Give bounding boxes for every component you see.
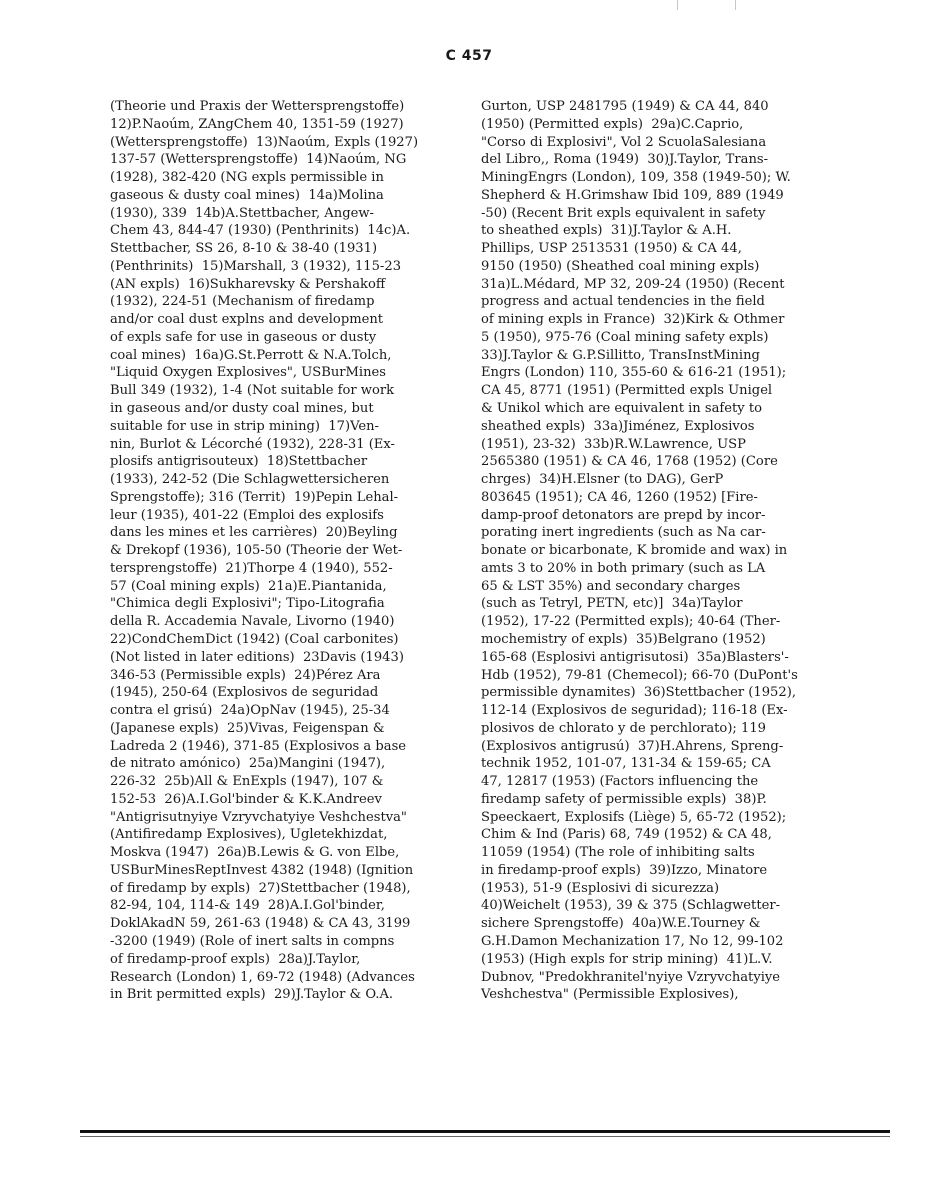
text-line: firedamp safety of permissible expls) 38)P. (481, 791, 767, 807)
text-line: "Chimica degli Explosivi"; Tipo-Litografia (110, 596, 385, 612)
text-line: of expls safe for use in gaseous or dusty (110, 329, 377, 345)
text-line: della R. Accademia Navale, Livorno (1940) (110, 614, 395, 630)
text-line: (AN expls) 16)Sukharevsky & Pershakoff (110, 276, 386, 292)
text-line: Bull 349 (1932), 1-4 (Not suitable for work (110, 383, 395, 399)
text-line: 57 (Coal mining expls) 21a)E.Piantanida, (110, 578, 387, 594)
text-line: 82-94, 104, 114-& 149 28)A.I.Gol'binder, (110, 898, 385, 914)
text-line: & Unikol which are equivalent in safety to (481, 401, 762, 417)
text-line: coal mines) 16a)G.St.Perrott & N.A.Tolch, (110, 347, 392, 363)
text-line: bonate or bicarbonate, K bromide and wax) in (481, 543, 788, 559)
text-line: 33)J.Taylor & G.P.Sillitto, TransInstMining (481, 347, 760, 363)
text-line: in Brit permitted expls) 29)J.Taylor & O.A. (110, 987, 394, 1003)
scan-mark (735, 0, 736, 10)
text-line: 5 (1950), 975-76 (Coal mining safety expls) (481, 329, 769, 345)
text-line: 40)Weichelt (1953), 39 & 375 (Schlagwetter- (481, 898, 781, 914)
text-line: USBurMinesReptInvest 4382 (1948) (Ignition (110, 862, 414, 878)
text-line: Moskva (1947) 26a)B.Lewis & G. von Elbe, (110, 845, 400, 861)
text-line: (1953) (High expls for strip mining) 41)L.V. (481, 951, 773, 967)
text-line: amts 3 to 20% in both primary (such as LA (481, 560, 766, 576)
text-line: 11059 (1954) (The role of inhibiting salts (481, 845, 755, 861)
text-line: Sprengstoffe); 316 (Territ) 19)Pepin Lehal- (110, 489, 399, 505)
footer-rule-thin (80, 1136, 890, 1137)
text-line: mochemistry of expls) 35)Belgrano (1952) (481, 631, 766, 647)
right-text-column (481, 98, 803, 1004)
text-line: damp-proof detonators are prepd by incor- (481, 507, 766, 523)
text-line: (1928), 382-420 (NG expls permissible in (110, 170, 384, 186)
text-line: DoklAkadN 59, 261-63 (1948) & CA 43, 3199 (110, 916, 411, 932)
text-line: chrges) 34)H.Elsner (to DAG), GerP (481, 472, 724, 488)
text-line: (1951), 23-32) 33b)R.W.Lawrence, USP (481, 436, 746, 452)
left-text-column (110, 98, 462, 1004)
text-line: -3200 (1949) (Role of inert salts in compns (110, 933, 395, 949)
text-line: technik 1952, 101-07, 131-34 & 159-65; CA (481, 756, 771, 772)
text-line: "Antigrisutnyiye Vzryvchatyiye Veshchestva" (110, 809, 407, 825)
text-line: Ladreda 2 (1946), 371-85 (Explosivos a base (110, 738, 407, 754)
text-line: Phillips, USP 2513531 (1950) & CA 44, (481, 241, 742, 257)
text-line: tersprengstoffe) 21)Thorpe 4 (1940), 552- (110, 560, 393, 576)
text-line: and/or coal dust explns and development (110, 312, 384, 328)
scan-mark (677, 0, 678, 10)
text-line: (Wettersprengstoffe) 13)Naoúm, Expls (1927) (110, 134, 419, 150)
text-line: Shepherd & H.Grimshaw Ibid 109, 889 (1949 (481, 187, 784, 203)
text-line: Chem 43, 844-47 (1930) (Penthrinits) 14c)A. (110, 223, 411, 239)
text-line: leur (1935), 401-22 (Emploi des explosifs (110, 507, 384, 523)
text-line: Speeckaert, Explosifs (Liège) 5, 65-72 (1952); (481, 809, 787, 825)
text-line: Engrs (London) 110, 355-60 & 616-21 (1951); (481, 365, 787, 381)
text-line: 12)P.Naoúm, ZAngChem 40, 1351-59 (1927) (110, 116, 404, 132)
text-line: (Antifiredamp Explosives), Ugletekhizdat, (110, 827, 388, 843)
text-line: (Explosivos antigrusú) 37)H.Ahrens, Spreng- (481, 738, 784, 754)
text-line: del Libro,, Roma (1949) 30)J.Taylor, Trans- (481, 152, 769, 168)
text-line: dans les mines et les carrières) 20)Beyling (110, 525, 398, 541)
text-line: (1950) (Permitted expls) 29a)C.Caprio, (481, 116, 744, 132)
text-line: "Liquid Oxygen Explosives", USBurMines (110, 365, 387, 381)
text-line: plosifs antigrisouteux) 18)Stettbacher (110, 454, 368, 470)
text-line: 137-57 (Wettersprengstoffe) 14)Naoúm, NG (110, 152, 407, 168)
text-line: nin, Burlot & Lécorché (1932), 228-31 (Ex- (110, 436, 395, 452)
text-line: (1930), 339 14b)A.Stettbacher, Angew- (110, 205, 374, 221)
text-line: "Corso di Explosivi", Vol 2 ScuolaSalesiana (481, 134, 767, 150)
text-line: 803645 (1951); CA 46, 1260 (1952) [Fire- (481, 489, 758, 505)
text-line: de nitrato amónico) 25a)Mangini (1947), (110, 756, 386, 772)
text-line: (1932), 224-51 (Mechanism of firedamp (110, 294, 375, 310)
text-line: (Theorie und Praxis der Wettersprengstoffe) (110, 99, 405, 114)
text-line: suitable for use in strip mining) 17)Ven- (110, 418, 379, 434)
text-line: progress and actual tendencies in the field (481, 294, 765, 310)
text-line: (1945), 250-64 (Explosivos de seguridad (110, 685, 379, 701)
text-line: permissible dynamites) 36)Stettbacher (1952), (481, 685, 796, 701)
text-line: (Not listed in later editions) 23Davis (1943) (110, 649, 404, 665)
text-line: Hdb (1952), 79-81 (Chemecol); 66-70 (DuPont's (481, 667, 798, 683)
text-line: CA 45, 8771 (1951) (Permitted expls Unigel (481, 383, 773, 399)
text-line: to sheathed expls) 31)J.Taylor & A.H. (481, 223, 732, 239)
text-line: 165-68 (Esplosivi antigrisutosi) 35a)Blasters'- (481, 649, 789, 665)
text-line: of mining expls in France) 32)Kirk & Othmer (481, 312, 785, 328)
text-line: (such as Tetryl, PETN, etc)] 34a)Taylor (481, 596, 743, 612)
text-line: in firedamp-proof expls) 39)Izzo, Minatore (481, 862, 768, 878)
text-line: Chim & Ind (Paris) 68, 749 (1952) & CA 48, (481, 827, 772, 843)
text-line: (Japanese expls) 25)Vivas, Feigenspan & (110, 720, 385, 736)
text-line: 31a)L.Médard, MP 32, 209-24 (1950) (Recent (481, 276, 785, 292)
text-line: 9150 (1950) (Sheathed coal mining expls) (481, 258, 760, 274)
text-line: in gaseous and/or dusty coal mines, but (110, 401, 374, 417)
text-line: 112-14 (Explosivos de seguridad); 116-18 (Ex- (481, 703, 788, 719)
text-line: porating inert ingredients (such as Na car- (481, 525, 766, 541)
text-line: (Penthrinits) 15)Marshall, 3 (1932), 115-23 (110, 258, 402, 274)
text-line: & Drekopf (1936), 105-50 (Theorie der Wet- (110, 543, 403, 559)
text-line: (1952), 17-22 (Permitted expls); 40-64 (Ther- (481, 614, 781, 630)
text-line: Gurton, USP 2481795 (1949) & CA 44, 840 (481, 99, 769, 114)
page-number: C 457 (445, 48, 493, 64)
footer-rule (80, 1130, 890, 1133)
text-line: (1953), 51-9 (Esplosivi di sicurezza) (481, 880, 720, 896)
text-line: sichere Sprengstoffe) 40a)W.E.Tourney & (481, 916, 761, 932)
text-line: 226-32 25b)All & EnExpls (1947), 107 & (110, 774, 384, 790)
text-line: G.H.Damon Mechanization 17, No 12, 99-102 (481, 933, 784, 949)
text-line: MiningEngrs (London), 109, 358 (1949-50); W. (481, 170, 791, 186)
text-line: Stettbacher, SS 26, 8-10 & 38-40 (1931) (110, 241, 378, 257)
text-line: of firedamp by expls) 27)Stettbacher (1948), (110, 880, 411, 896)
text-line: gaseous & dusty coal mines) 14a)Molina (110, 187, 384, 203)
text-line: -50) (Recent Brit expls equivalent in safety (481, 205, 766, 221)
text-line: 346-53 (Permissible expls) 24)Pérez Ara (110, 667, 381, 683)
text-line: 152-53 26)A.I.Gol'binder & K.K.Andreev (110, 791, 382, 807)
text-line: 47, 12817 (1953) (Factors influencing the (481, 774, 759, 790)
text-line: Dubnov, "Predokhranitel'nyiye Vzryvchatyiye (481, 969, 781, 985)
text-line: (1933), 242-52 (Die Schlagwettersicheren (110, 472, 390, 488)
text-line: 22)CondChemDict (1942) (Coal carbonites) (110, 631, 399, 647)
text-line: 2565380 (1951) & CA 46, 1768 (1952) (Core (481, 454, 778, 470)
text-line: plosivos de chlorato y de perchlorato); 119 (481, 720, 766, 736)
text-line: of firedamp-proof expls) 28a)J.Taylor, (110, 951, 361, 967)
text-line: Research (London) 1, 69-72 (1948) (Advances (110, 969, 415, 985)
text-line: Veshchestva" (Permissible Explosives), (481, 987, 739, 1003)
text-line: sheathed expls) 33a)Jiménez, Explosivos (481, 418, 755, 434)
text-line: 65 & LST 35%) and secondary charges (481, 578, 741, 594)
text-line: contra el grisú) 24a)OpNav (1945), 25-34 (110, 703, 390, 719)
